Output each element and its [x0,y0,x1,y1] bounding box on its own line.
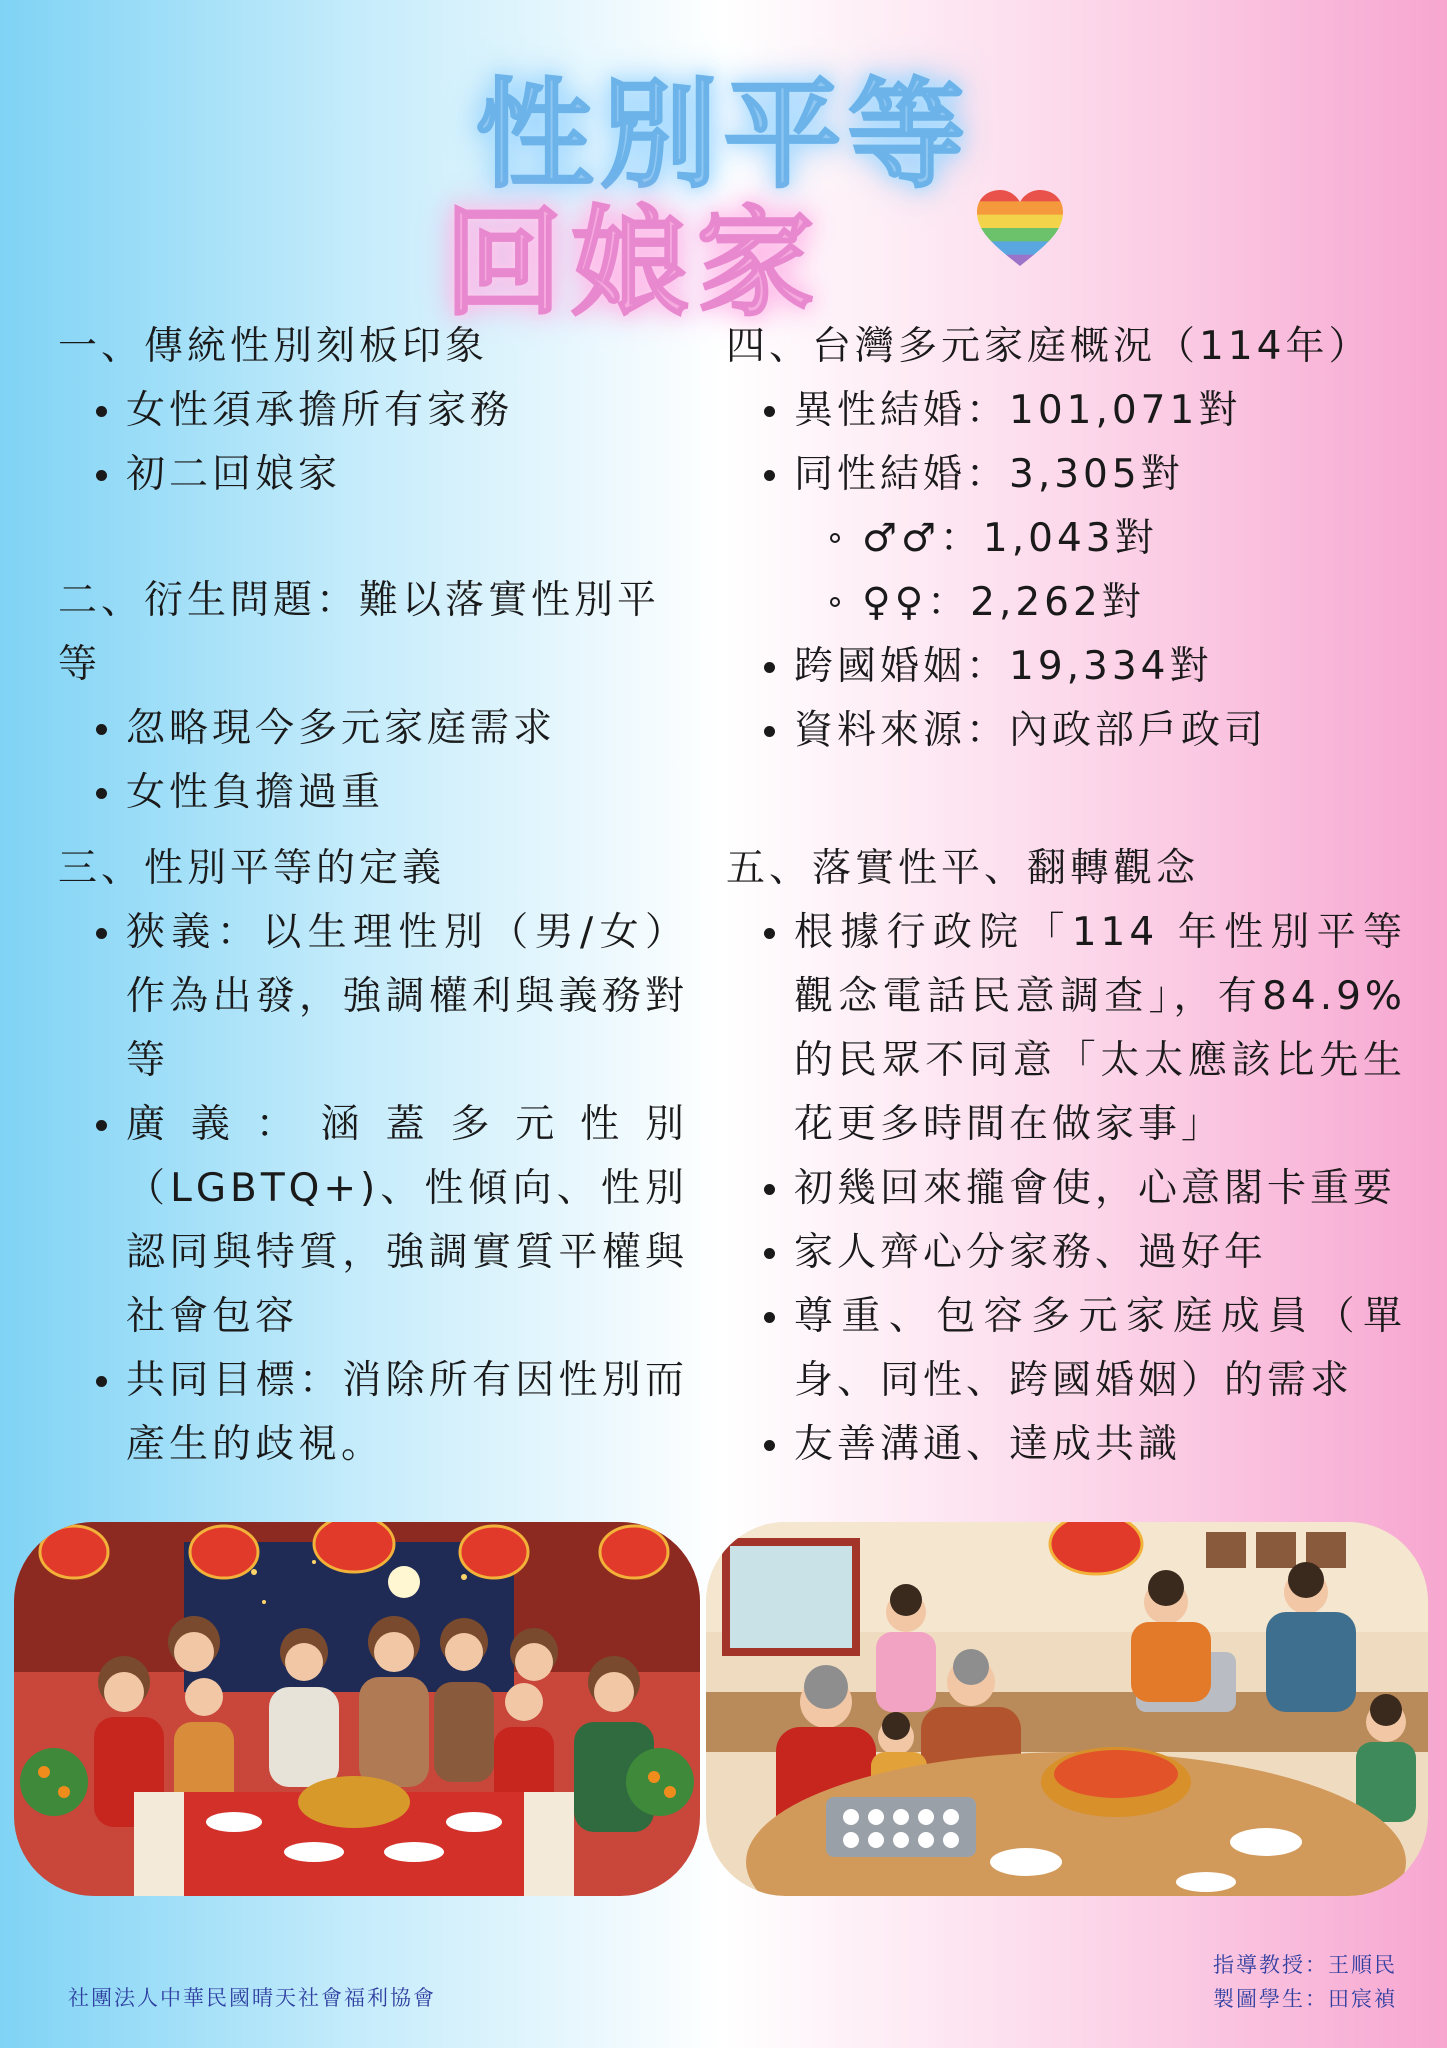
list-item: 忽略現今多元家庭需求 [58,697,698,761]
credits [1213,1948,1397,2016]
section-4 [726,315,1406,763]
list-item: 跨國婚姻：19,334對 [726,635,1406,699]
section-5 [726,837,1406,1477]
list-item: 同性結婚：3,305對 [726,443,1406,507]
heart-stripe [975,241,1065,255]
list-item: 初二回娘家 [58,443,698,507]
section-3-heading: 三、性別平等的定義 [58,846,446,891]
list-item: 廣義：涵蓋多元性別（LGBTQ+)、性傾向、性別認同與特質，強調實質平權與社會包容 [58,1093,688,1349]
designer-credit: 製圖學生：田宸禎 [1213,1987,1397,2011]
section-2-heading: 二、衍生問題：難以落實性別平等 [58,578,661,687]
section-3 [58,837,688,1477]
list-item: 女性負擔過重 [58,761,698,825]
heart-stripe [975,228,1065,242]
section-4-heading: 四、台灣多元家庭概況（114年） [726,324,1372,369]
list-item: 初幾回來攏會使，心意閣卡重要 [726,1157,1406,1221]
heart-stripe [975,188,1065,202]
heart-stripe [975,255,1065,268]
heart-stripe [975,215,1065,229]
section-1 [58,315,698,507]
family-kitchen-illustration [706,1522,1428,1896]
list-item: 家人齊心分家務、過好年 [726,1221,1406,1285]
list-item: 根據行政院「114 年性別平等觀念電話民意調查」，有84.9%的民眾不同意「太太應該比先生花更多時間在做家事」 [726,901,1406,1157]
sub-list-item: ♂♂：1,043對 [726,507,1406,571]
advisor-credit: 指導教授：王順民 [1213,1953,1397,1977]
list-item: 共同目標：消除所有因性別而產生的歧視。 [58,1349,688,1477]
list-item: 異性結婚：101,071對 [726,379,1406,443]
section-1-heading: 一、傳統性別刻板印象 [58,324,489,369]
title-line-1: 性別平等 [475,66,972,204]
list-item: 資料來源：內政部戶政司 [726,699,1406,763]
section-5-heading: 五、落實性平、翻轉觀念 [726,846,1200,891]
organization-name: 社團法人中華民國晴天社會福利協會 [68,1986,436,2010]
reunion-dinner-illustration [14,1522,700,1896]
list-item: 尊重、包容多元家庭成員（單身、同性、跨國婚姻）的需求 [726,1285,1406,1413]
rainbow-heart-icon [975,188,1065,268]
list-item: 狹義：以生理性別（男/女）作為出發，強調權利與義務對等 [58,901,688,1093]
title-line-2: 回娘家 [444,194,823,332]
heart-stripe [975,201,1065,215]
sub-list-item: ♀♀：2,262對 [726,571,1406,635]
list-item: 女性須承擔所有家務 [58,379,698,443]
section-2 [58,569,698,825]
list-item: 友善溝通、達成共識 [726,1413,1406,1477]
